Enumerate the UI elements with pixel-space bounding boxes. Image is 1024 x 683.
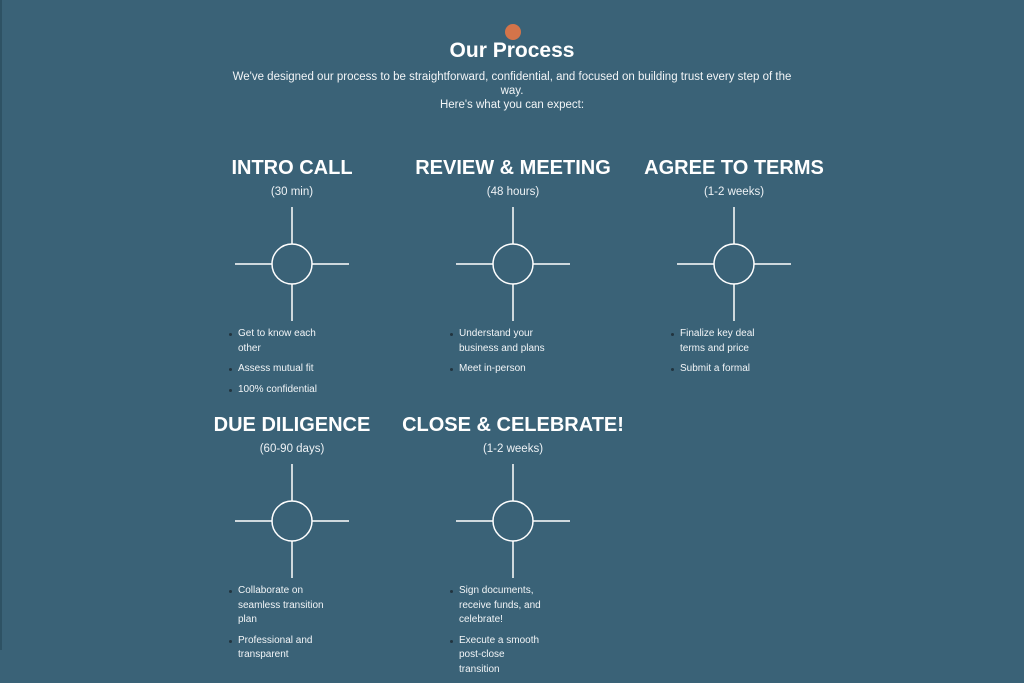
list-item: Submit a formal bbox=[680, 362, 766, 377]
process-step-close-celebrate bbox=[393, 412, 633, 683]
list-item: Meet in-person bbox=[459, 362, 545, 377]
subtitle-line-1: We've designed our process to be straightforward, confidential, and focused on building trust every step of the way. bbox=[232, 71, 792, 97]
process-step-review-meeting bbox=[393, 155, 633, 383]
step-title: REVIEW & MEETING bbox=[415, 157, 611, 179]
step-bullet-list bbox=[614, 327, 854, 377]
crosshair-icon bbox=[456, 207, 570, 321]
list-item: Understand your business and plans bbox=[459, 327, 545, 356]
subtitle-line-2: Here's what you can expect: bbox=[439, 99, 585, 111]
step-title: CLOSE & CELEBRATE! bbox=[402, 414, 624, 436]
process-step-intro-call bbox=[172, 155, 412, 403]
step-title: DUE DILIGENCE bbox=[213, 414, 371, 436]
list-item: Finalize key deal terms and price bbox=[680, 327, 766, 356]
list-item: Get to know each other bbox=[238, 327, 324, 356]
step-duration: (60-90 days) bbox=[259, 443, 325, 455]
page-subtitle bbox=[232, 70, 792, 112]
crosshair-icon bbox=[456, 464, 570, 578]
step-duration: (1-2 weeks) bbox=[703, 186, 765, 198]
page-title: Our Process bbox=[449, 39, 575, 62]
step-title: AGREE TO TERMS bbox=[644, 157, 824, 179]
process-step-due-diligence bbox=[172, 412, 412, 669]
list-item: Assess mutual fit bbox=[238, 362, 324, 377]
step-bullet-list bbox=[393, 584, 633, 677]
step-bullet-list bbox=[393, 327, 633, 377]
list-item: Sign documents, receive funds, and celebrate! bbox=[459, 584, 545, 628]
accent-dot bbox=[505, 24, 521, 40]
step-bullet-list bbox=[172, 584, 412, 663]
step-title: INTRO CALL bbox=[231, 157, 353, 179]
crosshair-icon bbox=[235, 207, 349, 321]
process-step-agree-to-terms bbox=[614, 155, 854, 383]
step-duration: (1-2 weeks) bbox=[482, 443, 544, 455]
step-duration: (48 hours) bbox=[486, 186, 540, 198]
crosshair-icon bbox=[677, 207, 791, 321]
list-item: 100% confidential bbox=[238, 383, 324, 398]
crosshair-icon bbox=[235, 464, 349, 578]
list-item: Professional and transparent bbox=[238, 634, 324, 663]
step-duration: (30 min) bbox=[270, 186, 314, 198]
step-bullet-list bbox=[172, 327, 412, 397]
page-edge bbox=[0, 0, 2, 650]
list-item: Collaborate on seamless transition plan bbox=[238, 584, 324, 628]
list-item: Execute a smooth post-close transition bbox=[459, 634, 545, 678]
